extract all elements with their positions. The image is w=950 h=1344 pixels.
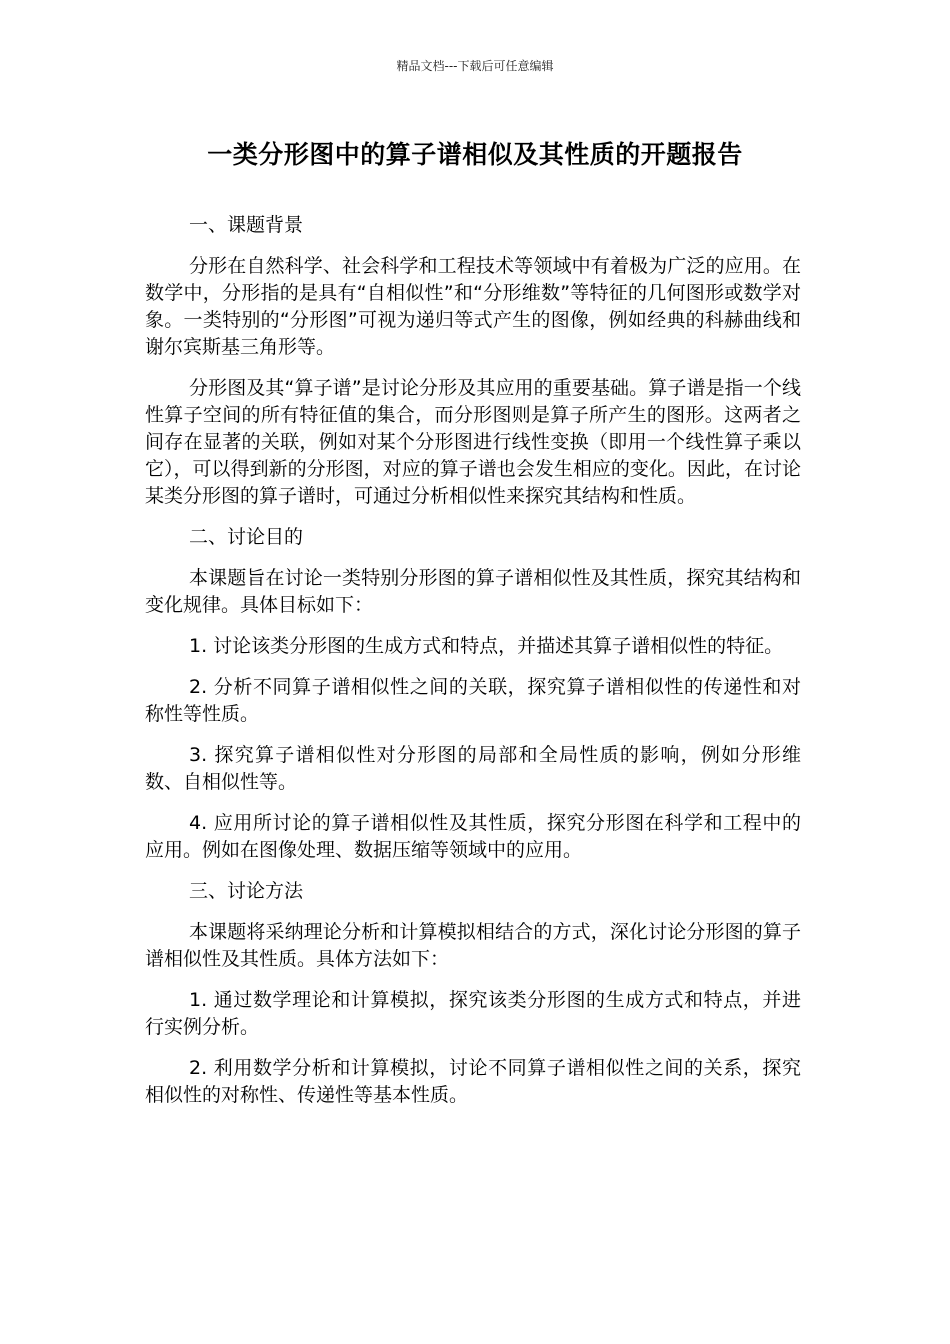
- section-heading-method: 三、讨论方法: [189, 880, 304, 902]
- section-heading-purpose: 二、讨论目的: [189, 526, 304, 548]
- document-title: 一类分形图中的算子谱相似及其性质的开题报告: [207, 140, 743, 169]
- list-item: 1. 讨论该类分形图的生成方式和特点，并描述其算子谱相似性的特征。: [189, 635, 784, 657]
- paragraph: 分形图及其“算子谱”是讨论分形及其应用的重要基础。算子谱是指一个线性算子空间的所有特征值的集合，而分形图则是算子所产生的图形。这两者之间存在显著的关联，例如对某个分形图进行线性变换（即用一个线性算子乘以它），可以得到新的分形图，对应的算子谱也会发生相应的变化。因此，在讨论某类分形图的算子谱时，可通过分析相似性来探究其结构和性质。: [145, 377, 801, 507]
- list-item: 4. 应用所讨论的算子谱相似性及其性质，探究分形图在科学和工程中的应用。例如在图像处理、数据压缩等领域中的应用。: [145, 812, 801, 861]
- list-item: 2. 分析不同算子谱相似性之间的关联，探究算子谱相似性的传递性和对称性等性质。: [145, 676, 801, 725]
- document-body: [145, 212, 801, 1123]
- paragraph: 分形在自然科学、社会科学和工程技术等领域中有着极为广泛的应用。在数学中，分形指的是具有“自相似性”和“分形维数”等特征的几何图形或数学对象。一类特别的“分形图”可视为递归等式产生的图像，例如经典的科赫曲线和谢尔宾斯基三角形等。: [145, 255, 801, 358]
- header-note: 精品文档---下载后可任意编辑: [396, 59, 554, 73]
- list-item: 3. 探究算子谱相似性对分形图的局部和全局性质的影响，例如分形维数、自相似性等。: [145, 744, 801, 793]
- list-item: 2. 利用数学分析和计算模拟，讨论不同算子谱相似性之间的关系，探究相似性的对称性、传递性等基本性质。: [145, 1057, 801, 1106]
- paragraph: 本课题旨在讨论一类特别分形图的算子谱相似性及其性质，探究其结构和变化规律。具体目标如下：: [145, 567, 801, 616]
- section-heading-background: 一、课题背景: [189, 214, 304, 236]
- paragraph: 本课题将采纳理论分析和计算模拟相结合的方式，深化讨论分形图的算子谱相似性及其性质。具体方法如下：: [145, 921, 801, 970]
- list-item: 1. 通过数学理论和计算模拟，探究该类分形图的生成方式和特点，并进行实例分析。: [145, 989, 801, 1038]
